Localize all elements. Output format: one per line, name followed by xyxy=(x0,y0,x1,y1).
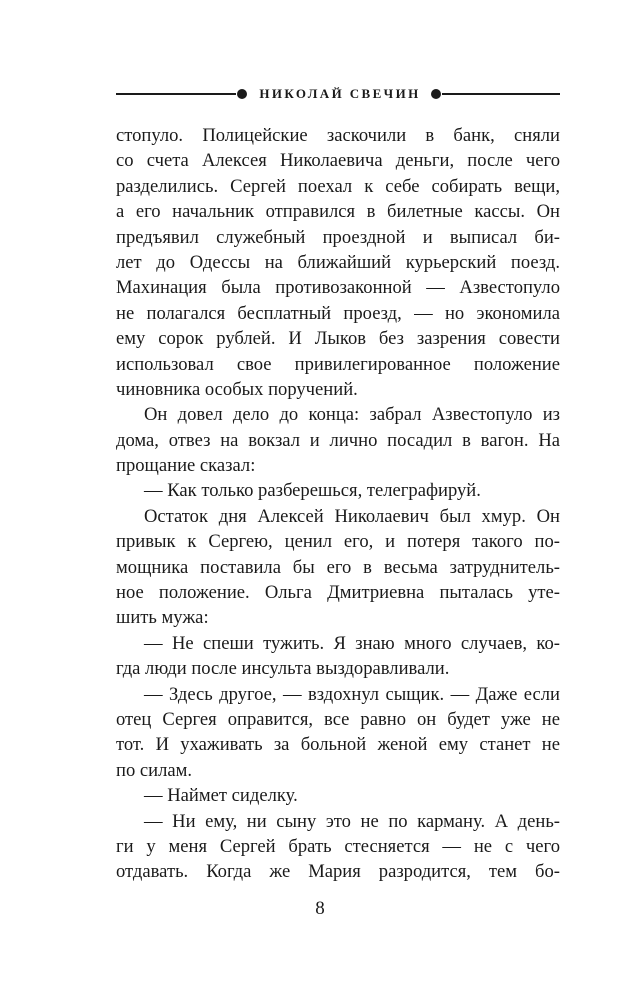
body-text xyxy=(116,123,560,885)
page-number: 8 xyxy=(315,898,325,919)
text-line: со счета Алексея Николаевича деньги, после чего xyxy=(116,150,560,172)
text-line: ное положение. Ольга Дмитриевна пыталась уте- xyxy=(116,582,560,604)
text-line: разделились. Сергей поехал к себе собирать вещи, xyxy=(116,175,560,197)
text-line: стопуло. Полицейские заскочили в банк, сняли xyxy=(116,125,560,146)
text-line: дома, отвез на вокзал и лично посадил в вагон. На xyxy=(116,429,560,451)
text-line: использовал свое привилегированное положение xyxy=(116,353,560,375)
header-bullet-left xyxy=(237,89,247,99)
text-line: отдавать. Когда же Мария разродится, тем бо- xyxy=(116,861,560,883)
header-bullet-right xyxy=(431,89,441,99)
text-line: — Здесь другое, — вздохнул сыщик. — Даже если xyxy=(144,683,560,705)
text-line: лет до Одессы на ближайший курьерский поезд. xyxy=(116,251,560,273)
text-line: ги у меня Сергей брать стесняется — не с чего xyxy=(116,835,560,857)
text-line: — Как только разберешься, телеграфируй. xyxy=(144,480,481,502)
text-line: тот. И ухаживать за больной женой ему станет не xyxy=(116,734,560,756)
text-line: — Наймет сиделку. xyxy=(144,785,298,807)
text-line: гда люди после инсульта выздоравливали. xyxy=(116,658,450,680)
text-line: — Не спеши тужить. Я знаю много случаев, ко- xyxy=(144,632,560,654)
running-head xyxy=(116,84,560,104)
text-line: ему сорок рублей. И Лыков без зазрения совести xyxy=(116,328,560,350)
header-rule-right xyxy=(442,93,560,95)
header-rule-left xyxy=(116,93,236,95)
text-line: шить мужа: xyxy=(116,607,209,629)
text-line: — Ни ему, ни сыну это не по карману. А день- xyxy=(144,810,560,832)
text-line: привык к Сергею, ценил его, и потеря такого по- xyxy=(116,531,560,553)
text-line: не полагался бесплатный проезд, — но экономила xyxy=(116,302,560,324)
text-line: Махинация была противозаконной — Азвестопуло xyxy=(116,277,560,299)
text-line: отец Сергея оправится, все равно он будет уже не xyxy=(116,708,560,730)
text-line: Остаток дня Алексей Николаевич был хмур. Он xyxy=(144,505,560,527)
text-line: чиновника особых поручений. xyxy=(116,378,358,400)
text-line: Он довел дело до конца: забрал Азвестопуло из xyxy=(144,404,560,426)
text-line: а его начальник отправился в билетные кассы. Он xyxy=(116,201,560,223)
running-title: НИКОЛАЙ СВЕЧИН xyxy=(259,86,421,101)
text-line: предъявил служебный проездной и выписал би- xyxy=(116,226,560,248)
text-line: мощника поставила бы его в весьма затруднитель- xyxy=(116,556,560,578)
text-line: по силам. xyxy=(116,759,193,781)
text-line: прощание сказал: xyxy=(116,455,256,477)
